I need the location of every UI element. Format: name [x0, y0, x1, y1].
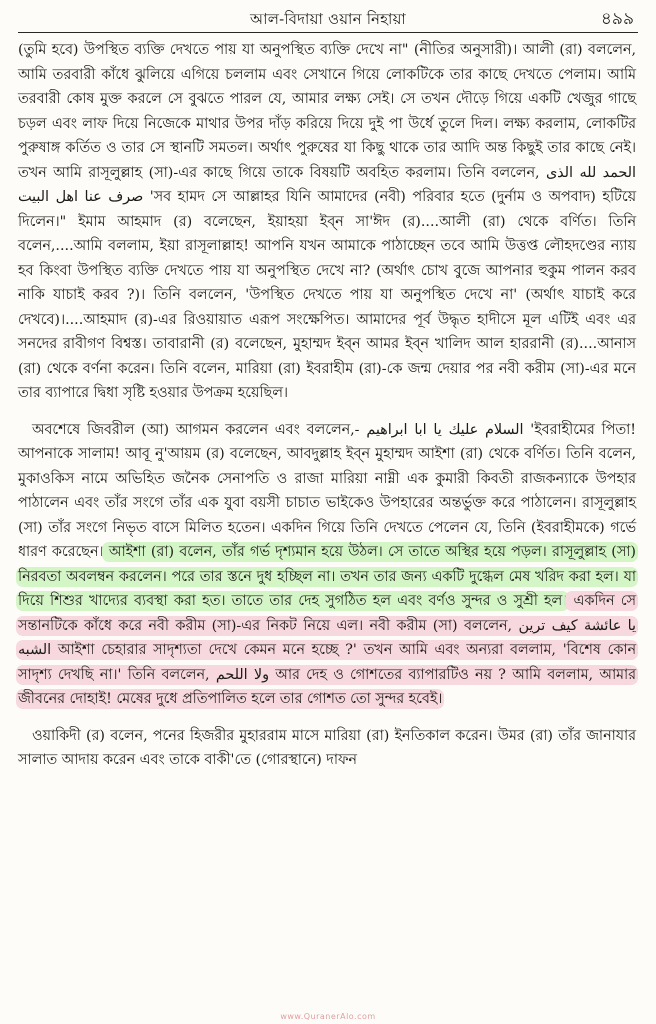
- paragraph-2: [18, 418, 636, 712]
- running-title: আল-বিদায়া ওয়ান নিহায়া: [250, 10, 406, 28]
- pink-highlight: একদিন সে সন্তানটিকে কাঁধে করে নবী করীম (সা)-এর নিকট নিয়ে এল। নবী করীম (সা) বললেন, يا عائشة كيف ترين الشبه আইশা চেহারার সাদৃশ্যতা দেখে কেমন মনে হচ্ছে ?' তখন আমি এবং অন্যরা বললাম, 'বিশেষ কোন সাদৃশ্য দেখছি না।' তিনি বললেন, ولا اللحم আর দেহ ও গোশতের ব্যাপারটিও নয় ? আমি বললাম, আমার জীবনের দোহাই! মেষের দুধে প্রতিপালিত হলে তার গোশত তো সুন্দর হবেই।: [18, 593, 637, 707]
- paragraph-1: [18, 38, 636, 406]
- text-segment: অবশেষে জিবরীল (আ) আগমন করলেন এবং বললেন,- السلام عليك يا ابا ابراهيم 'ইবরাহীমের পিতা! আপনাকে সালাম! আবূ নু'আয়ম (র) বলেছেন, আবদুল্লাহ ইব্‌ন মুহাম্মদ আইশা (রা) থেকে বর্ণিত। তিনি বলেন, মুকাওকিস নামে অভিহিত জনৈক সেনাপতি ও রাজা মারিয়া নাম্নী এক কুমারী কিবতী রাজকন্যাকে উপহার পাঠালেন এবং তাঁর সংগে তাঁর এক যুবা বয়সী চাচাত ভাইকেও উপহারের অন্তর্ভুক্ত করে পাঠালেন। রাসূলুল্লাহ (সা) তাঁর সংগে নিভৃত বাসে মিলিত হতেন। একদিন গিয়ে তিনি দেখতে পেলেন যে, তিনি (ইবরাহীমকে) গর্ভে ধারণ করেছেন।: [18, 421, 636, 560]
- page-header: [18, 6, 638, 33]
- text-segment: ওয়াকিদী (র) বলেন, পনের হিজরীর মুহাররাম মাসে মারিয়া (রা) ইনতিকাল করেন। উমর (রা) তাঁর জানাযার সালাত আদায় করেন এবং তাকে বাকী'তে (গোরস্থানে) দাফন: [18, 727, 636, 768]
- body-text: [18, 38, 636, 773]
- paragraph-3: [18, 724, 636, 773]
- page-number: ৪৯৯: [600, 9, 634, 29]
- green-highlight: আইশা (রা) বলেন, তাঁর গর্ভ দৃশ্যমান হয়ে উঠল। সে তাতে অস্থির হয়ে পড়ল। রাসূলুল্লাহ (সা) নিরবতা অবলম্বন করলেন। পরে তার স্তনে দুধ হচ্ছিল না। তখন তার জন্য একটি দুগ্ধেল মেষ খরিদ করা হল। যা দিয়ে শিশুর খাদ্যের ব্যবস্থা করা হত। তাতে তার দেহ সুগঠিত হল এবং বর্ণও সুন্দর ও সুশ্রী হল।: [18, 544, 636, 609]
- text-segment: (তুমি হবে) উপস্থিত ব্যক্তি দেখতে পায় যা অনুপস্থিত ব্যক্তি দেখে না" (নীতির অনুসারী)। আলী (রা) বললেন, আমি তরবারী কাঁধে ঝুলিয়ে এগিয়ে চললাম এবং সেখানে গিয়ে লোকটিকে তার কাছে দেখতে পেলাম। আমি তরবারী কোষ মুক্ত করলে সে বুঝতে পারল যে, আমার লক্ষ্য সেই। সে তখন দৌড়ে গিয়ে একটি খেজুর গাছে চড়ল এবং লাফ দিয়ে নিজেকে মাথার উপর দাঁড় করিয়ে দিয়ে দুই পা উর্ধে তুলে দিল। লক্ষ্য করলাম, লোকটির পুরুষাঙ্গ কর্তিত ও তার সে স্থানটি সমতল। অর্থাৎ পুরুষের যা কিছু থাকে তার আদি অন্ত কিছুই তার কাছে নেই। তখন আমি রাসূলুল্লাহ (সা)-এর কাছে গিয়ে তাকে বিষয়টি অবহিত করলাম। তিনি বললেন, الحمد لله الذى صرف عنا اهل البيت 'সব হামদ সে আল্লাহর যিনি আমাদের (নবী) পরিবার হতে (দুর্নাম ও অপবাদ) হটিয়ে দিলেন।" ইমাম আহমাদ (র) বলেছেন, ইয়াহয়া ইব্‌ন সা'ঈদ (র)....আলী (রা) থেকে বর্ণিত। তিনি বলেন,....আমি বললাম, ইয়া রাসূলাল্লাহ! আপনি যখন আমাকে পাঠাচ্ছেন তবে আমি উত্তপ্ত লৌহদণ্ডের ন্যায় হব কিংবা উপস্থিত ব্যক্তি দেখতে পায় যা অনুপস্থিত দেখে না? (অর্থাৎ চোখ বুজে আপনার হুকুম পালন করব নাকি যাচাই করব ?)। তিনি বললেন, 'উপস্থিত দেখতে পায় যা অনুপস্থিত দেখে না' (অর্থাৎ যাচাই করে দেখবে)।....আহমাদ (র)-এর রিওয়ায়াত এরূপ সংক্ষেপিত। আমাদের পূর্ব উদ্ধৃত হাদীসে মূল এটিই এবং এর সনদের রাবীগণ বিশ্বস্ত। তাবারানী (র) বলেছেন, মুহাম্মদ ইব্‌ন আমর ইব্‌ন খালিদ আল হাররানী (র)....আনাস (রা) থেকে বর্ণনা করেন। তিনি বলেন, মারিয়া (রা) ইবরাহীম (রা)-কে জন্ম দেয়ার পর নবী করীম (সা)-এর মনে তার ব্যাপারে দ্বিধা সৃষ্টি হওয়ার উপক্রম হয়েছিল।: [18, 42, 636, 401]
- watermark: www.QuranerAlo.com: [280, 1012, 376, 1021]
